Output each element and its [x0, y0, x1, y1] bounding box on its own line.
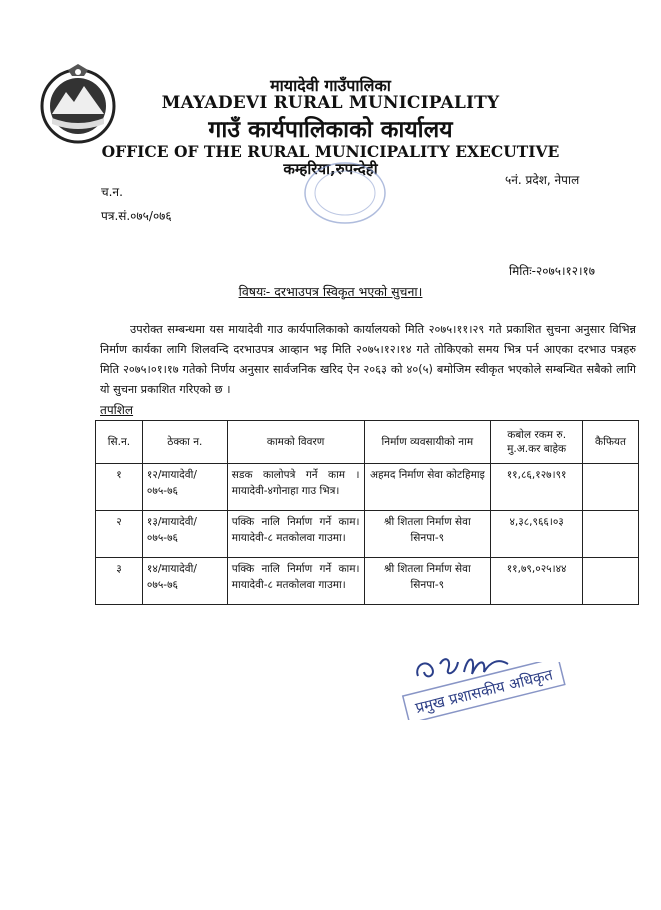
- cell-amount: ४,३८,९६६।०३: [491, 511, 583, 558]
- header-office-nepali: गाउँ कार्यपालिकाको कार्यालय: [208, 117, 453, 143]
- table-header-row: [96, 421, 639, 464]
- contract-table: [95, 420, 639, 605]
- col-header-builder: निर्माण व्यवसायीको नाम: [364, 421, 491, 464]
- col-header-amount: कबोल रकम रु. मु.अ.कर बाहेक: [491, 421, 583, 464]
- header-location: कम्हरिया,रुपन्देही: [283, 160, 378, 178]
- table-row: [96, 511, 639, 558]
- cell-amount: ११,७९,०२५।४४: [491, 558, 583, 605]
- chalani-number: च.न.: [101, 185, 123, 199]
- cell-contract: १४/मायादेवी/ ०७५-७६: [142, 558, 227, 605]
- office-stamp-icon: [300, 158, 390, 228]
- col-header-contract: ठेक्का न.: [142, 421, 227, 464]
- cell-remarks: [583, 511, 639, 558]
- col-header-description: कामको विवरण: [227, 421, 364, 464]
- header-english-name: MAYADEVI RURAL MUNICIPALITY: [161, 93, 500, 113]
- table-row: [96, 464, 639, 511]
- cell-remarks: [583, 558, 639, 605]
- subject-line: विषयः- दरभाउपत्र स्विकृत भएको सुचना।: [238, 284, 423, 299]
- cell-builder: श्री शितला निर्माण सेवा सिनपा-९: [364, 511, 491, 558]
- cell-remarks: [583, 464, 639, 511]
- header-nepali-name: मायादेवी गाउँपालिका: [270, 76, 391, 95]
- header-province: ५नं. प्रदेश, नेपाल: [505, 173, 580, 187]
- document-date: मितिः-२०७५।१२।१७: [509, 264, 596, 278]
- cell-sn: १: [96, 464, 143, 511]
- cell-sn: २: [96, 511, 143, 558]
- cell-description: पक्कि नालि निर्माण गर्ने काम। मायादेवी-८ मतकोलवा गाउमा।: [227, 511, 364, 558]
- signature-title: प्रमुख प्रशासकीय अधिकृत: [413, 665, 555, 718]
- cell-description: सडक कालोपत्रे गर्ने काम ।मायादेवी-४गोनाहा गाउ भित्र।: [227, 464, 364, 511]
- col-header-sn: सि.न.: [96, 421, 143, 464]
- cell-description: पक्कि नालि निर्माण गर्ने काम। मायादेवी-८ मतकोलवा गाउमा।: [227, 558, 364, 605]
- cell-builder: श्री शितला निर्माण सेवा सिनपा-९: [364, 558, 491, 605]
- tapsil-label: तपशिल: [100, 403, 134, 417]
- cell-builder: अहमद निर्माण सेवा कोटहिमाइ: [364, 464, 491, 511]
- body-paragraph: उपरोक्त सम्बन्धमा यस मायादेवी गाउ कार्यपालिकाको कार्यालयको मिति २०७५।११।२९ गते प्रकाशित सुचना अनुसार विभिन्न निर्माण कार्यका लागि शिलवन्दि दरभाउपत्र आव्हान भइ मिति २०७५।१२।१४ गते तोकिएको समय भित्र पर्न आएका दरभाउ पत्रहरु मिति २०७५।०१।१७ गतेको निर्णय अनुसार सार्वजनिक खरिद ऐन २०६३ को ४०(५) बमोजिम स्वीकृत भएकोले सम्बन्धित सबैको लागि यो सुचना प्रकाशित गरिएको छ ।: [100, 323, 636, 396]
- cell-amount: ११,८६,१२७।९१: [491, 464, 583, 511]
- header-office-english: OFFICE OF THE RURAL MUNICIPALITY EXECUTIVE: [101, 142, 560, 161]
- cell-contract: १२/मायादेवी/ ०७५-७६: [142, 464, 227, 511]
- signature-title-stamp: [398, 662, 573, 720]
- cell-sn: ३: [96, 558, 143, 605]
- col-header-remarks: कैफियत: [583, 421, 639, 464]
- cell-contract: १३/मायादेवी/ ०७५-७६: [142, 511, 227, 558]
- table-row: [96, 558, 639, 605]
- patra-number: पत्र.सं.०७५/०७६: [101, 209, 172, 223]
